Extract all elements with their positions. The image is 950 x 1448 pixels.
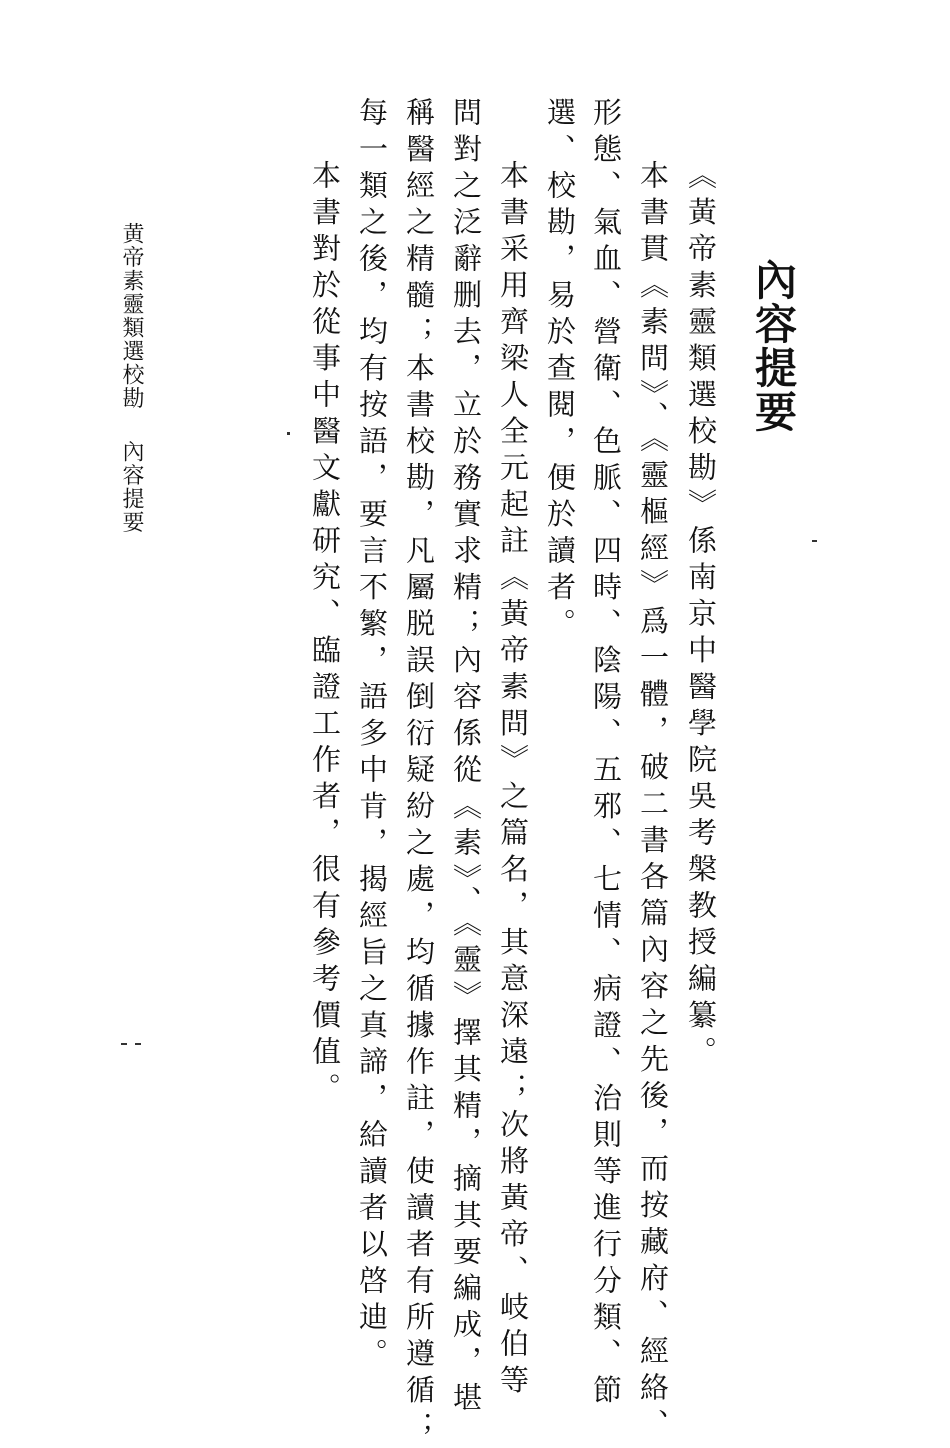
paragraph-line: 本書采用齊梁人全元起註《黃帝素問》之篇名，其意深遠；次將黃帝、岐伯等 [496, 160, 530, 1401]
paragraph-line: 問對之泛辭删去，立於務實求精；內容係從《素》、《靈》擇其精，摘其要編成，堪 [449, 97, 483, 1419]
paragraph-line: 本書對於從事中醫文獻研究、臨證工作者，很有參考價值。 [308, 160, 342, 1109]
paragraph-line: 每一類之後，均有按語，要言不繁，語多中肯，揭經旨之真諦，給讀者以啓迪。 [355, 97, 389, 1375]
running-head-book-title: 黄帝素靈類選校勘 [119, 222, 144, 410]
scan-speck [121, 1043, 127, 1045]
running-head [120, 222, 142, 534]
page-title: 內容提要 [749, 258, 798, 434]
scan-speck [812, 540, 817, 542]
paragraph-line: 《黃帝素靈類選校勘》係南京中醫學院吳考槃教授編纂。 [684, 160, 718, 1073]
paragraph-line: 選、校勘，易於查閱，便於讀者。 [543, 97, 577, 645]
paragraph-line: 本書貫《素問》、《靈樞經》爲一體，破二書各篇內容之先後，而按藏府、經絡、 [636, 160, 670, 1445]
paragraph-line: 形態、氣血、營衛、色脈、四時、陰陽、五邪、七情、病證、治則等進行分類、節 [589, 97, 623, 1411]
paragraph-line: 稱醫經之精髓；本書校勘，凡屬脱誤倒衍疑紛之處，均循據作註，使讀者有所遵循； [402, 97, 436, 1448]
scan-speck [287, 432, 290, 435]
running-head-section: 內容提要 [119, 440, 144, 534]
scan-speck [135, 1043, 141, 1045]
